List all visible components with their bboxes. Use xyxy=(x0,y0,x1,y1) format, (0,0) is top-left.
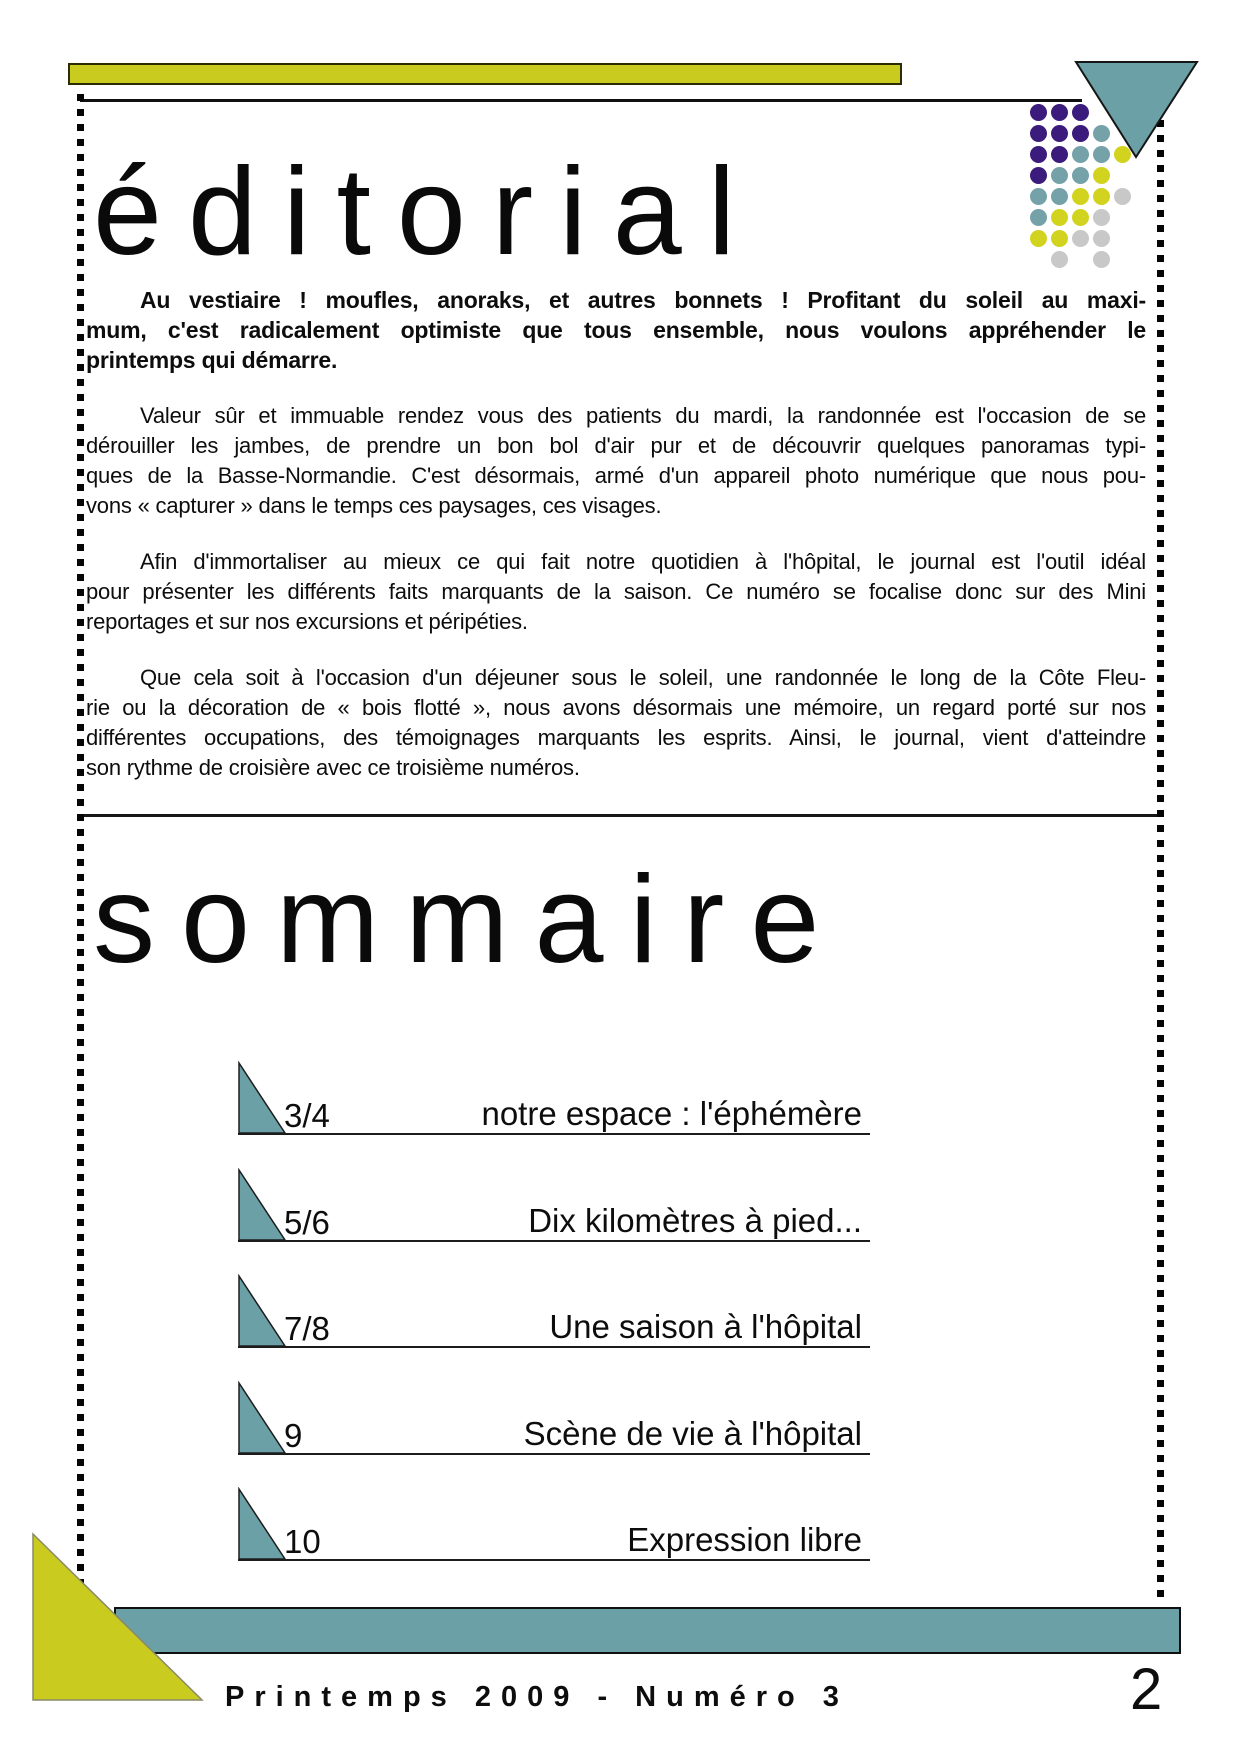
top-accent-bar xyxy=(68,63,902,85)
dot xyxy=(1093,230,1110,247)
dot xyxy=(1051,230,1068,247)
dot xyxy=(1051,104,1068,121)
toc-item xyxy=(238,1379,870,1455)
paragraph-line: Que cela soit à l'occasion d'un déjeuner sous le soleil, une randonnée le long de la Côte Fleu- xyxy=(140,665,1146,690)
toc-item xyxy=(238,1059,870,1135)
paragraph-line: mum, c'est radicalement optimiste que tous ensemble, nous voulons appréhender le xyxy=(86,317,1146,343)
dot xyxy=(1093,188,1110,205)
toc-entry-title: Une saison à l'hôpital xyxy=(549,1308,862,1345)
editorial-body xyxy=(86,285,1146,809)
dot xyxy=(1030,104,1047,121)
dot xyxy=(1030,188,1047,205)
toc-entry-title: notre espace : l'éphémère xyxy=(481,1095,862,1132)
dot xyxy=(1030,209,1047,226)
top-rule xyxy=(80,99,1082,102)
toc-triangle-icon xyxy=(238,1061,287,1134)
toc-triangle-icon xyxy=(238,1274,287,1347)
toc-entry-title: Expression libre xyxy=(627,1521,862,1558)
toc-page-numbers: 5/6 xyxy=(284,1203,330,1241)
paragraph-line: rie ou la décoration de « bois flotté », nous avons désormais une mémoire, un regard porté sur nos xyxy=(86,695,1146,720)
dot xyxy=(1051,209,1068,226)
paragraph-line: son rythme de croisière avec ce troisième numéros. xyxy=(86,755,580,780)
toc-item xyxy=(238,1166,870,1242)
paragraph-line: pour présenter les différents faits marquants de la saison. Ce numéro se focalise donc sur des Mini xyxy=(86,579,1146,604)
sommaire-title: sommaire xyxy=(93,851,846,989)
dashed-border-left xyxy=(77,94,84,1694)
dot xyxy=(1051,125,1068,142)
paragraph-line: ques de la Basse-Normandie. C'est désormais, armé d'un appareil photo numérique que nous pou- xyxy=(86,463,1146,488)
paragraph-line: Valeur sûr et immuable rendez vous des patients du mardi, la randonnée est l'occasion de se xyxy=(140,403,1146,428)
footer-bar xyxy=(114,1607,1181,1654)
toc-triangle-icon xyxy=(238,1381,287,1454)
dot xyxy=(1051,188,1068,205)
bottom-left-triangle-icon xyxy=(32,1532,204,1702)
dot xyxy=(1030,146,1047,163)
dot xyxy=(1072,167,1089,184)
paragraph-line: reportages et sur nos excursions et péripéties. xyxy=(86,609,528,634)
dot xyxy=(1051,251,1068,268)
paragraph-line: différentes occupations, des témoignages marquants les esprits. Ainsi, le journal, vient d'atteindre xyxy=(86,725,1146,750)
dot xyxy=(1051,167,1068,184)
section-divider xyxy=(78,814,1158,817)
dot xyxy=(1114,188,1131,205)
toc-triangle-icon xyxy=(238,1487,287,1560)
dot xyxy=(1072,188,1089,205)
paragraph-line: Afin d'immortaliser au mieux ce qui fait notre quotidien à l'hôpital, le journal est l'outil idéal xyxy=(140,549,1146,574)
paragraph-line: printemps qui démarre. xyxy=(86,347,338,373)
dot xyxy=(1030,230,1047,247)
dot xyxy=(1093,209,1110,226)
editorial-title: éditorial xyxy=(93,143,762,281)
toc-entry-title: Scène de vie à l'hôpital xyxy=(523,1414,862,1452)
toc-entry-title: Dix kilomètres à pied... xyxy=(528,1201,862,1239)
dot xyxy=(1030,125,1047,142)
footer-issue-label: Printemps 2009 - Numéro 3 xyxy=(225,1681,849,1713)
paragraph xyxy=(86,663,1146,783)
paragraph xyxy=(86,285,1146,375)
paragraph-line: vons « capturer » dans le temps ces paysages, ces visages. xyxy=(86,493,662,518)
paragraph xyxy=(86,547,1146,637)
dashed-border-right xyxy=(1157,120,1164,1604)
toc-item xyxy=(238,1272,870,1348)
dot xyxy=(1051,146,1068,163)
corner-triangle-icon xyxy=(1074,61,1199,159)
toc-page-numbers: 9 xyxy=(284,1416,303,1454)
page-number: 2 xyxy=(1130,1657,1163,1722)
toc-page-numbers: 10 xyxy=(284,1523,321,1560)
toc-item xyxy=(238,1485,870,1561)
toc-page-numbers: 7/8 xyxy=(284,1310,330,1347)
toc-page-numbers: 3/4 xyxy=(284,1097,330,1134)
dot xyxy=(1093,167,1110,184)
dot xyxy=(1072,230,1089,247)
dot xyxy=(1030,167,1047,184)
dot xyxy=(1072,209,1089,226)
toc-triangle-icon xyxy=(238,1168,287,1241)
dot xyxy=(1093,251,1110,268)
paragraph xyxy=(86,401,1146,521)
paragraph-line: Au vestiaire ! moufles, anoraks, et autres bonnets ! Profitant du soleil au maxi- xyxy=(140,287,1146,313)
paragraph-line: dérouiller les jambes, de prendre un bon bol d'air pur et de découvrir quelques panoramas typi- xyxy=(86,433,1146,458)
